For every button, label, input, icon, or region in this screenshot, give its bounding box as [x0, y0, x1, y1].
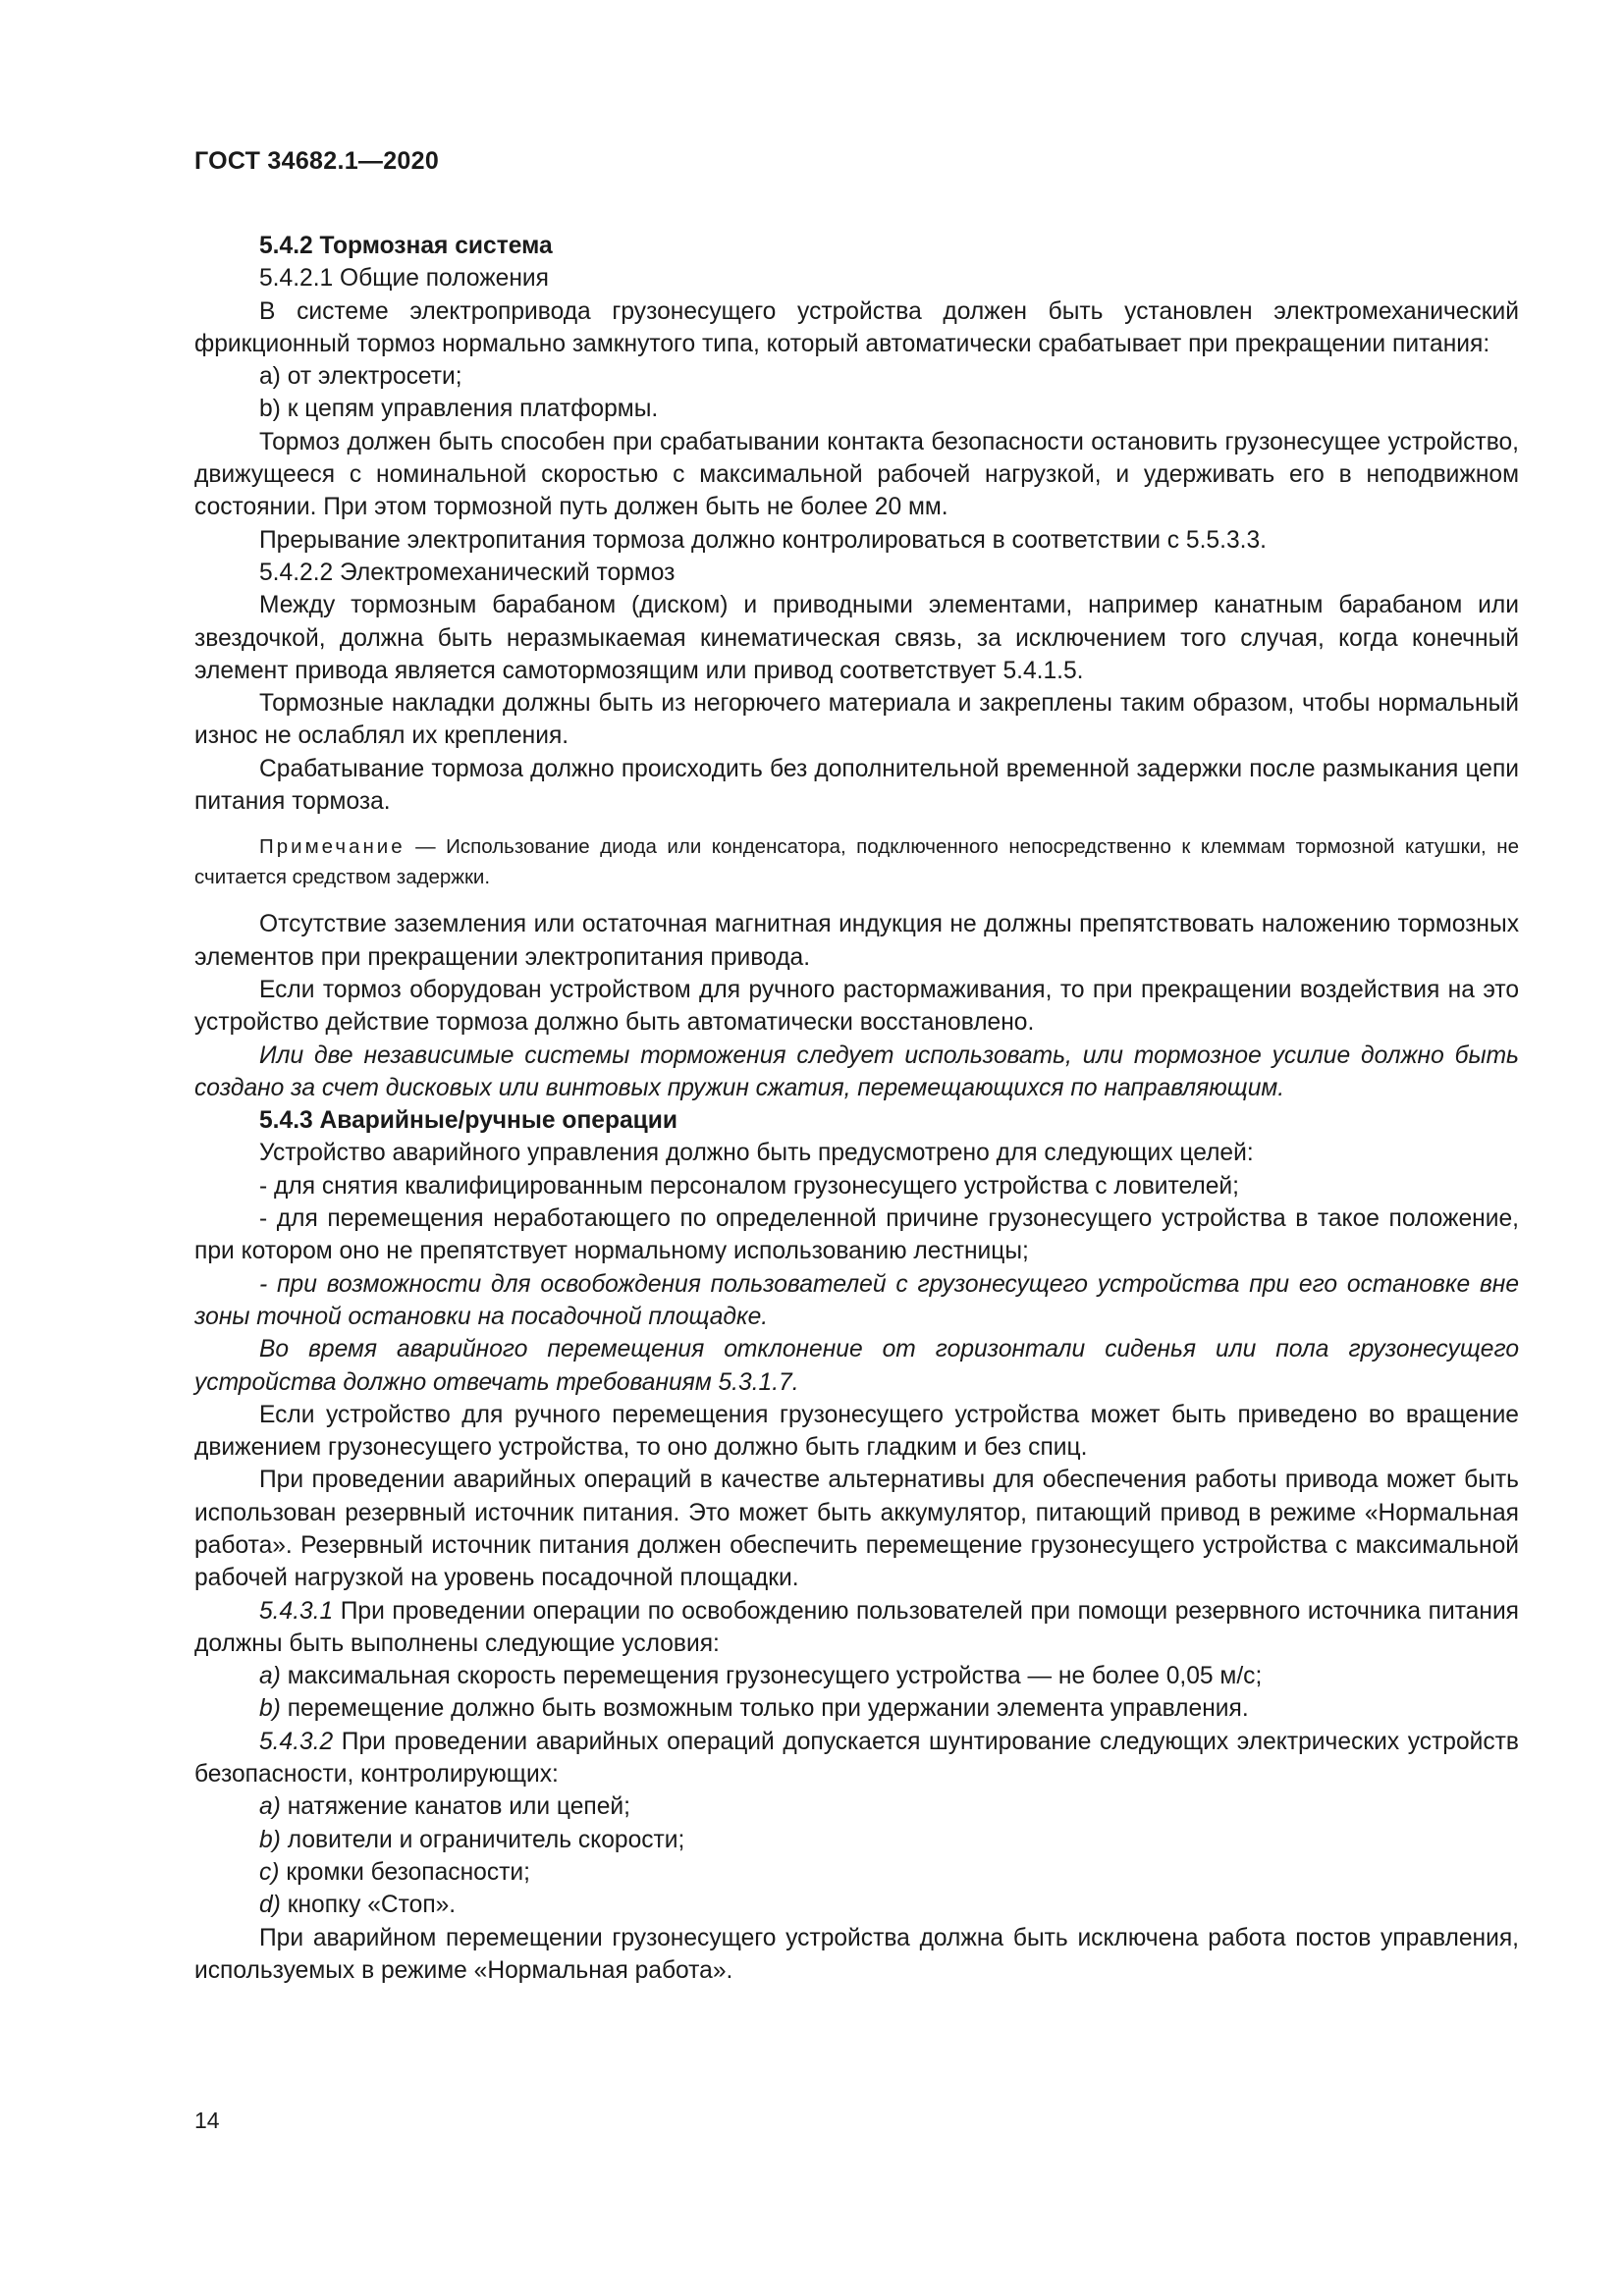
dash-item-italic: - при возможности для освобождения пользователей с грузонесущего устройства при его остановке вне зоны точной остановки на посадочной площадке.	[194, 1270, 1519, 1330]
paragraph: Если устройство для ручного перемещения грузонесущего устройства может быть приведено во вращение движением грузонесущего устройства, то оно должно быть гладким и без спиц.	[194, 1401, 1519, 1462]
paragraph: Тормоз должен быть способен при срабатывании контакта безопасности остановить грузонесущее устройство, движущееся с номинальной скоростью с максимальной рабочей нагрузкой, и удерживать его в неподвижном состоянии. При этом тормозной путь должен быть не более 20 мм.	[194, 428, 1519, 521]
paragraph: Устройство аварийного управления должно быть предусмотрено для следующих целей:	[259, 1140, 1254, 1167]
paragraph: Между тормозным барабаном (диском) и приводными элементами, например канатным барабаном или звездочкой, должна быть неразмыкаемая кинематическая связь, за исключением того случая, когда конечный элемент привода является самотормозящим или привод соответствует 5.4.1.5.	[194, 592, 1519, 684]
clause-number: 5.4.3.1	[259, 1597, 334, 1625]
note-text: — Использование диода или конденсатора, подключенного непосредственно к клеммам тормозной катушки, не считается средством задержки.	[194, 835, 1519, 889]
list-item: b) перемещение должно быть возможным только при удержании элемента управления.	[259, 1695, 1249, 1723]
page-number: 14	[194, 2108, 220, 2133]
list-item: c) кромки безопасности;	[259, 1858, 530, 1886]
note-label: Примечание	[259, 835, 406, 859]
list-item: b) ловители и ограничитель скорости;	[259, 1826, 685, 1853]
paragraph: Срабатывание тормоза должно происходить без дополнительной временной задержки после размыкания цепи питания тормоза.	[194, 755, 1519, 816]
paragraph: В системе электропривода грузонесущего устройства должен быть установлен электромеханический фрикционный тормоз нормально замкнутого типа, который автоматически срабатывает при прекращении питания:	[194, 297, 1519, 357]
list-label: a)	[259, 1793, 281, 1821]
section-title-5-4-2: 5.4.2 Тормозная система	[259, 233, 553, 259]
paragraph: При проведении аварийных операций в качестве альтернативы для обеспечения работы привода может быть использован резервный источник питания. Это может быть аккумулятор, питающий привод в режиме «Нормальная работа». Резервный источник питания должен обеспечить перемещение грузонесущего устройства с максимальной рабочей нагрузкой на уровень посадочной площадки.	[194, 1467, 1519, 1592]
list-label: a)	[259, 1663, 281, 1690]
list-item: a) натяжение канатов или цепей;	[259, 1793, 630, 1821]
paragraph: При аварийном перемещении грузонесущего устройства должна быть исключена работа постов управления, используемых в режиме «Нормальная работа».	[194, 1924, 1519, 1984]
list-item: b) к цепям управления платформы.	[259, 396, 659, 423]
section-title-5-4-3: 5.4.3 Аварийные/ручные операции	[259, 1107, 678, 1135]
subsection-5-4-3-2: 5.4.3.2 При проведении аварийных операций допускается шунтирование следующих электрических устройств безопасности, контролирующих:	[194, 1728, 1519, 1789]
paragraph-italic: Во время аварийного перемещения отклонение от горизонтали сиденья или пола грузонесущего устройства должно отвечать требованиям 5.3.1.7.	[194, 1336, 1519, 1396]
list-label: c)	[259, 1858, 280, 1886]
document-code: ГОСТ 34682.1—2020	[194, 147, 440, 175]
note	[194, 831, 1519, 892]
paragraph: Прерывание электропитания тормоза должно контролироваться в соответствии с 5.5.3.3.	[259, 526, 1267, 554]
list-label: b)	[259, 1826, 281, 1853]
list-item: d) кнопку «Стоп».	[259, 1892, 457, 1919]
paragraph: Если тормоз оборудован устройством для ручного растормаживания, то при прекращении воздействия на это устройство действие тормоза должно быть автоматически восстановлено.	[194, 976, 1519, 1037]
subsection-title-5-4-2-2: 5.4.2.2 Электромеханический тормоз	[259, 559, 676, 586]
paragraph: Тормозные накладки должны быть из негорючего материала и закреплены таким образом, чтобы нормальный износ не ослаблял их крепления.	[194, 690, 1519, 750]
list-item: a) от электросети;	[259, 363, 462, 391]
subsection-5-4-3-1: 5.4.3.1 При проведении операции по освобождению пользователей при помощи резервного источника питания должны быть выполнены следующие условия:	[194, 1597, 1519, 1657]
list-label: d)	[259, 1892, 281, 1919]
paragraph: Отсутствие заземления или остаточная магнитная индукция не должны препятствовать наложению тормозных элементов при прекращении электропитания привода.	[194, 911, 1519, 971]
clause-number: 5.4.3.2	[259, 1728, 334, 1755]
list-label: b)	[259, 1695, 281, 1723]
document-body	[194, 230, 1519, 1987]
dash-item: - для перемещения неработающего по определенной причине грузонесущего устройства в такое положение, при котором оно не препятствует нормальному использованию лестницы;	[194, 1205, 1519, 1265]
paragraph-italic: Или две независимые системы торможения следует использовать, или тормозное усилие должно быть создано за счет дисковых или винтовых пружин сжатия, перемещающихся по направляющим.	[194, 1041, 1519, 1101]
subsection-title-5-4-2-1: 5.4.2.1 Общие положения	[259, 265, 549, 293]
list-item: a) максимальная скорость перемещения грузонесущего устройства — не более 0,05 м/с;	[259, 1663, 1263, 1690]
dash-item: - для снятия квалифицированным персоналом грузонесущего устройства с ловителей;	[259, 1172, 1239, 1200]
